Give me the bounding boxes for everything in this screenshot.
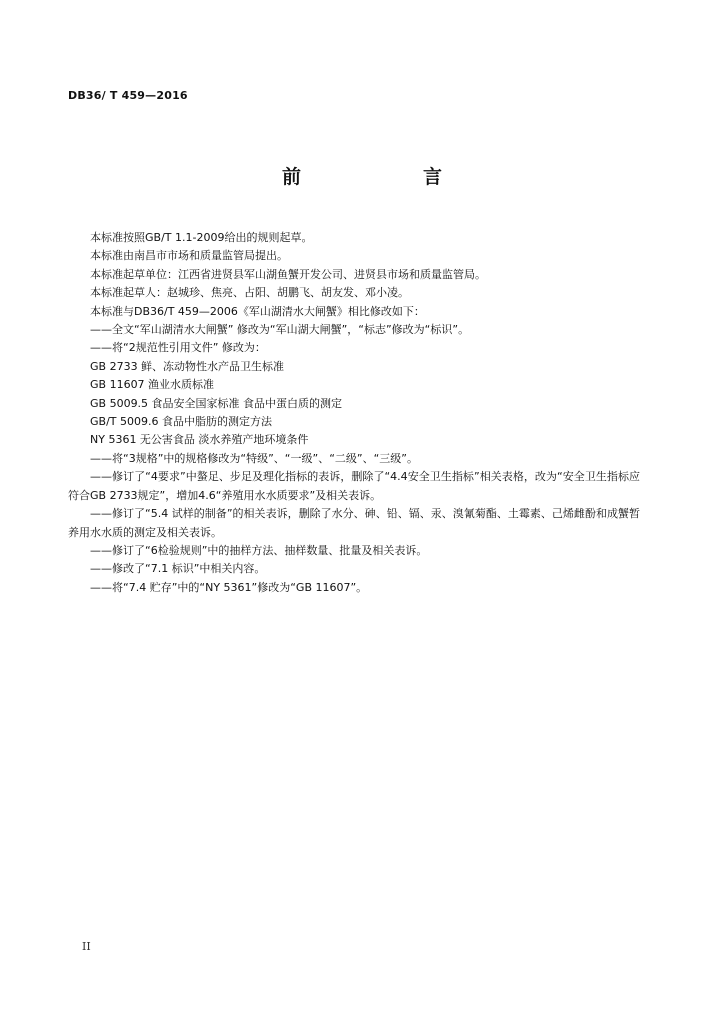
text-line: ——修改了“7.1 标识”中相关内容。: [90, 562, 266, 576]
page-number: II: [82, 940, 91, 953]
paragraph: ——修订了“4要求”中螯足、步足及理化指标的表诉，删除了“4.4安全卫生指标”相关表格，改为“安全卫生指标应符合GB 2733规定”，增加4.6“养殖用水水质要求”及相关表诉。: [68, 470, 640, 502]
text-line: ——全文“军山湖清水大闸蟹” 修改为“军山湖大闸蟹”，“标志”修改为“标识”。: [90, 323, 470, 337]
text-line: GB 2733 鲜、冻动物性水产品卫生标准: [90, 359, 285, 373]
text-line: ——将“2规范性引用文件” 修改为：: [90, 341, 266, 355]
text-line: 本标准按照GB/T 1.1-2009给出的规则起草。: [90, 231, 313, 244]
text-line: GB 5009.5 食品安全国家标准 食品中蛋白质的测定: [90, 396, 343, 410]
text-line: ——将“7.4 贮存”中的“NY 5361”修改为“GB 11607”。: [90, 580, 368, 594]
text-line: 本标准与DB36/T 459—2006《军山湖清水大闸蟹》相比修改如下：: [90, 304, 425, 318]
text-line: 本标准由南昌市市场和质量监管局提出。: [90, 249, 288, 263]
document-body: [68, 229, 640, 597]
page-title: 前 言: [281, 166, 470, 188]
text-line: NY 5361 无公害食品 淡水养殖产地环境条件: [90, 433, 309, 447]
paragraph: ——修订了“5.4 试样的制备”的相关表诉，删除了水分、砷、铅、镉、汞、溴氰菊酯、土霉素、己烯雌酚和成蟹暂养用水水质的测定及相关表诉。: [68, 507, 640, 539]
text-line: ——将“3规格”中的规格修改为“特级”、“一级”、“二级”、“三级”。: [90, 451, 418, 465]
document-code: DB36/ T 459—2016: [68, 89, 188, 102]
text-line: ——修订了“6检验规则”中的抽样方法、抽样数量、批量及相关表诉。: [90, 543, 428, 557]
text-line: GB 11607 渔业水质标准: [90, 378, 215, 392]
text-line: GB/T 5009.6 食品中脂肪的测定方法: [90, 415, 272, 429]
text-line: 本标准起草单位：江西省进贤县军山湖鱼蟹开发公司、进贤县市场和质量监管局。: [90, 267, 486, 281]
text-line: 本标准起草人：赵城珍、焦亮、占阳、胡鹏飞、胡友发、邓小凌。: [90, 286, 409, 300]
